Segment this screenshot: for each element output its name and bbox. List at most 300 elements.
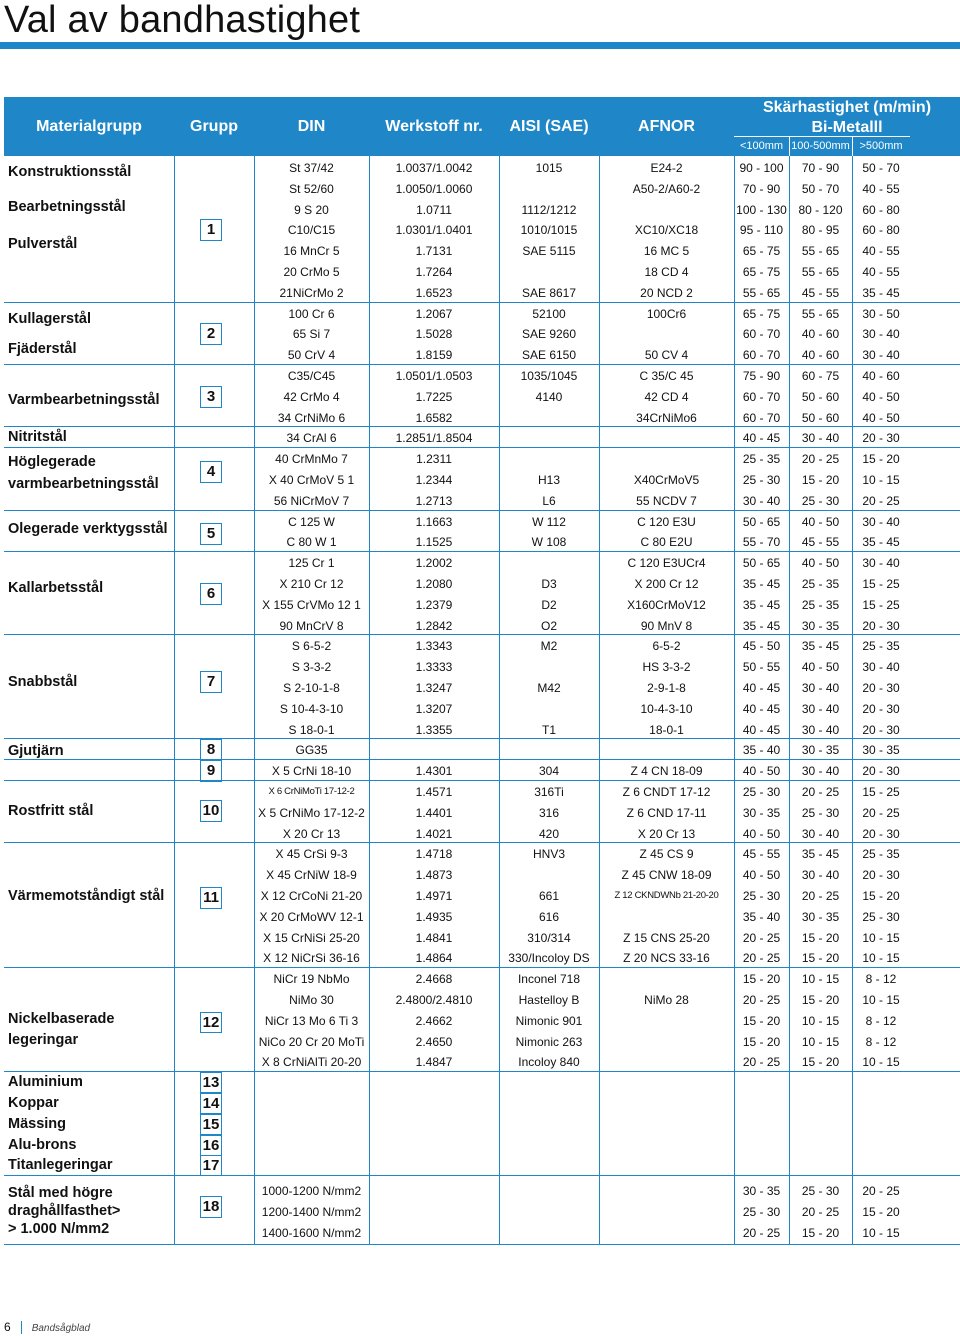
cell-speed-1: 40 - 45 <box>742 681 781 695</box>
cell-speed-1: 65 - 75 <box>742 306 781 321</box>
material-group-name: varmbearbetningsstål <box>8 476 159 493</box>
cell-speed-1: 15 - 20 <box>742 1034 781 1049</box>
cell-speed-2: 15 - 20 <box>801 1225 840 1240</box>
group-number: 1 <box>200 219 222 241</box>
cell-werkstoff: 1.2067 <box>415 306 453 321</box>
cell-din: 50 CrV 4 <box>287 348 336 363</box>
cell-afnor: X160CrMoV12 <box>627 597 706 612</box>
cell-speed-2: 15 - 20 <box>801 993 840 1007</box>
cell-werkstoff: 1.4401 <box>415 805 453 820</box>
header-skarhastighet-label: Skärhastighet (m/min) <box>762 99 932 116</box>
group-number: 11 <box>200 887 222 909</box>
cell-speed-2: 30 - 40 <box>801 722 840 737</box>
cell-aisi: H13 <box>537 473 560 487</box>
cell-speed-2: 55 - 65 <box>801 265 840 279</box>
cell-speed-1: 20 - 25 <box>742 1225 781 1240</box>
cell-afnor: A50-2/A60-2 <box>632 181 701 196</box>
cell-aisi: W 108 <box>531 535 567 550</box>
cell-afnor: E24-2 <box>650 161 683 175</box>
cell-speed-1: 30 - 35 <box>742 1184 781 1199</box>
cell-speed-2: 55 - 65 <box>801 306 840 321</box>
group-block <box>4 1071 960 1093</box>
group-number: 4 <box>200 461 222 483</box>
cell-aisi: D2 <box>541 597 557 612</box>
cell-speed-1: 90 - 100 <box>739 161 784 175</box>
header-din: DIN <box>297 117 326 135</box>
cell-werkstoff: 1.4864 <box>415 951 453 966</box>
cell-aisi: 316Ti <box>534 785 564 799</box>
cell-speed-1: 65 - 75 <box>742 265 781 279</box>
cell-din: X 12 NiCrSi 36-16 <box>263 951 360 966</box>
cell-werkstoff: 1.2842 <box>415 618 453 633</box>
cell-speed-2: 40 - 60 <box>801 348 840 363</box>
table-header <box>4 97 960 156</box>
cell-speed-3: 10 - 15 <box>862 993 900 1007</box>
cell-speed-2: 35 - 45 <box>801 847 840 862</box>
group-number: 3 <box>200 386 222 408</box>
cell-din: 1200-1400 N/mm2 <box>261 1205 362 1219</box>
cell-speed-2: 25 - 30 <box>801 493 840 508</box>
cell-speed-3: 30 - 40 <box>862 514 900 529</box>
header-werkstoff: Werkstoff nr. <box>385 117 483 135</box>
cell-aisi: 330/Incoloy DS <box>508 951 590 966</box>
cell-werkstoff: 1.5028 <box>415 327 453 342</box>
cell-speed-1: 25 - 30 <box>742 473 781 487</box>
cell-afnor <box>599 969 734 989</box>
cell-afnor: Z 15 CNS 25-20 <box>623 930 710 945</box>
header-grupp: Grupp <box>190 117 238 135</box>
group-number: 16 <box>200 1135 222 1156</box>
cell-aisi: 304 <box>538 764 560 779</box>
cell-speed-1: 55 - 70 <box>742 535 781 550</box>
cell-aisi: 420 <box>538 826 560 841</box>
cell-werkstoff: 1.7131 <box>415 244 453 259</box>
cell-werkstoff: 1.3355 <box>415 722 453 737</box>
group-number: 5 <box>200 523 222 545</box>
cell-aisi: SAE 5115 <box>522 244 576 259</box>
header-aisi: AISI (SAE) <box>509 117 589 135</box>
cell-speed-3: 10 - 15 <box>862 951 900 966</box>
group-number: 18 <box>200 1196 222 1218</box>
cell-speed-3: 60 - 80 <box>862 223 900 238</box>
cell-speed-1: 95 - 110 <box>739 223 784 238</box>
group-number: 10 <box>200 800 222 822</box>
cell-aisi: Nimonic 263 <box>515 1034 583 1049</box>
cell-din: X 40 CrMoV 5 1 <box>268 473 355 487</box>
cell-din: C35/C45 <box>287 369 336 383</box>
cell-afnor: 16 MC 5 <box>643 244 690 259</box>
cell-speed-1: 25 - 35 <box>742 452 781 467</box>
cell-werkstoff: 2.4668 <box>415 972 453 987</box>
material-group-name: > 1.000 N/mm2 <box>8 1220 110 1237</box>
cell-din: C 80 W 1 <box>286 535 337 550</box>
header-materialgrupp: Materialgrupp <box>36 117 142 135</box>
cell-speed-1: 20 - 25 <box>742 1055 781 1070</box>
cell-speed-2: 20 - 25 <box>801 452 840 467</box>
cell-speed-2: 40 - 60 <box>801 327 840 342</box>
material-group-name: Bearbetningsstål <box>8 198 126 215</box>
cell-din: S 3-3-2 <box>291 660 332 675</box>
row-divider <box>4 1244 960 1245</box>
cell-speed-3: 8 - 12 <box>865 1034 897 1049</box>
cell-speed-1: 35 - 45 <box>742 618 781 633</box>
cell-speed-2: 30 - 35 <box>801 743 840 758</box>
cell-speed-1: 60 - 70 <box>742 410 781 425</box>
group-number: 13 <box>200 1072 222 1093</box>
cell-din: 34 CrNiMo 6 <box>277 410 346 425</box>
cell-aisi: 316 <box>538 805 560 820</box>
cell-speed-1: 40 - 45 <box>742 722 781 737</box>
header-speed-1: <100mm <box>739 139 784 152</box>
column-divider <box>852 156 853 1244</box>
cell-afnor <box>599 907 734 927</box>
cell-speed-3: 15 - 20 <box>862 452 900 467</box>
cell-afnor: NiMo 28 <box>644 993 689 1007</box>
cell-afnor: 50 CV 4 <box>644 348 689 363</box>
cell-din: 20 CrMo 5 <box>283 265 340 279</box>
cell-speed-3: 40 - 55 <box>862 265 900 279</box>
cell-aisi: SAE 6150 <box>521 348 577 363</box>
cell-afnor: 55 NCDV 7 <box>636 493 697 508</box>
cell-speed-1: 25 - 30 <box>742 1205 781 1219</box>
cell-speed-3: 15 - 20 <box>862 1205 900 1219</box>
cell-din: NiCr 19 NbMo <box>273 972 350 987</box>
cell-afnor: C 35/C 45 <box>639 369 694 383</box>
cell-aisi: SAE 9260 <box>521 327 577 342</box>
cell-werkstoff <box>369 1202 499 1222</box>
cell-din: X 5 CrNiMo 17-12-2 <box>258 805 365 820</box>
cell-speed-2: 15 - 20 <box>801 930 840 945</box>
cell-speed-1: 35 - 45 <box>742 577 781 591</box>
cell-speed-3: 25 - 30 <box>862 909 900 924</box>
cell-speed-1: 40 - 45 <box>742 701 781 716</box>
cell-afnor <box>599 740 734 760</box>
cell-speed-3: 20 - 25 <box>862 805 900 820</box>
cell-speed-2: 30 - 40 <box>801 431 840 446</box>
cell-afnor <box>599 1202 734 1222</box>
cell-aisi: 1015 <box>535 161 563 175</box>
cell-speed-3: 15 - 25 <box>862 597 900 612</box>
cell-din: X 20 Cr 13 <box>282 826 341 841</box>
cell-speed-1: 20 - 25 <box>742 993 781 1007</box>
cell-speed-3: 8 - 12 <box>865 1013 897 1028</box>
cell-werkstoff: 1.4718 <box>415 847 453 862</box>
cell-speed-3: 20 - 30 <box>862 431 900 446</box>
cell-werkstoff: 1.4571 <box>415 785 453 799</box>
header-speed-3: >500mm <box>859 139 903 152</box>
cell-speed-1: 50 - 55 <box>742 660 781 675</box>
cell-aisi <box>499 1181 599 1201</box>
cell-aisi: Inconel 718 <box>517 972 581 987</box>
cell-speed-1: 50 - 65 <box>742 514 781 529</box>
cell-speed-3: 50 - 70 <box>862 161 900 175</box>
cell-speed-2: 25 - 35 <box>801 577 840 591</box>
cell-speed-2: 30 - 40 <box>801 764 840 779</box>
cell-aisi <box>499 1223 599 1243</box>
cell-speed-1: 60 - 70 <box>742 348 781 363</box>
cell-werkstoff: 1.4841 <box>415 930 453 945</box>
cell-speed-1: 30 - 40 <box>742 493 781 508</box>
cell-aisi: O2 <box>540 618 557 633</box>
cell-din: St 52/60 <box>289 181 334 196</box>
cell-afnor: X 200 Cr 12 <box>634 577 699 591</box>
cell-afnor: Z 45 CNW 18-09 <box>621 868 712 883</box>
cell-speed-2: 15 - 20 <box>801 473 840 487</box>
cell-speed-1: 70 - 90 <box>742 181 781 196</box>
cell-speed-1: 30 - 35 <box>742 805 781 820</box>
cell-afnor <box>599 1223 734 1243</box>
cell-din: C10/C15 <box>287 223 336 238</box>
cell-speed-2: 45 - 55 <box>801 285 840 300</box>
cell-aisi: 616 <box>538 909 560 924</box>
cell-werkstoff: 1.2379 <box>415 597 453 612</box>
cell-werkstoff: 1.0037/1.0042 <box>395 161 473 175</box>
group-block <box>4 1154 960 1175</box>
cell-werkstoff: 2.4662 <box>415 1013 453 1028</box>
cell-din: 1400-1600 N/mm2 <box>261 1225 362 1240</box>
material-group-name: Varmbearbetningsstål <box>8 391 160 408</box>
column-divider <box>789 156 790 1244</box>
cell-werkstoff <box>369 1223 499 1243</box>
cell-werkstoff: 1.7225 <box>415 389 453 404</box>
page-footer <box>4 1320 90 1334</box>
cell-speed-2: 25 - 30 <box>801 805 840 820</box>
cell-afnor: HS 3-3-2 <box>642 660 691 675</box>
cell-aisi: T1 <box>541 722 556 737</box>
header-bimetall-label: Bi-Metalll <box>811 119 883 136</box>
cell-speed-2: 15 - 20 <box>801 951 840 966</box>
cell-aisi: Hastelloy B <box>518 993 580 1007</box>
cell-speed-1: 45 - 55 <box>742 847 781 862</box>
cell-din: NiCo 20 Cr 20 MoTi <box>258 1034 365 1049</box>
cell-werkstoff: 1.2080 <box>415 577 453 591</box>
group-number: 7 <box>200 671 222 693</box>
cell-speed-1: 15 - 20 <box>742 972 781 987</box>
cell-speed-3: 20 - 30 <box>862 722 900 737</box>
cell-speed-1: 55 - 65 <box>742 285 781 300</box>
cell-speed-2: 50 - 60 <box>801 410 840 425</box>
cell-din: 42 CrMo 4 <box>283 389 340 404</box>
cell-werkstoff: 1.4971 <box>415 889 453 903</box>
cell-afnor: 42 CD 4 <box>644 389 689 404</box>
cell-aisi: 310/314 <box>527 930 571 945</box>
cell-speed-3: 10 - 15 <box>862 1055 900 1070</box>
header-skarhastighet <box>734 97 960 138</box>
cell-werkstoff <box>369 740 499 760</box>
cell-speed-3: 15 - 20 <box>862 889 900 903</box>
cell-speed-2: 40 - 50 <box>801 556 840 571</box>
page-title: Val av bandhastighet <box>4 0 361 41</box>
cell-speed-2: 80 - 120 <box>798 202 843 217</box>
group-number: 9 <box>200 760 222 782</box>
material-group-name: Konstruktionsstål <box>8 164 132 181</box>
material-group-name: Koppar <box>8 1095 59 1111</box>
cell-afnor: C 120 E3UCr4 <box>627 556 706 571</box>
cell-aisi: HNV3 <box>532 847 565 862</box>
cell-aisi <box>499 179 599 199</box>
cell-speed-1: 40 - 50 <box>742 764 781 779</box>
cell-speed-3: 40 - 60 <box>862 369 900 383</box>
cell-speed-1: 75 - 90 <box>742 369 781 383</box>
cell-aisi: 1035/1045 <box>520 369 578 383</box>
cell-speed-3: 30 - 40 <box>862 327 900 342</box>
material-group-name: legeringar <box>8 1031 79 1048</box>
cell-werkstoff: 1.1525 <box>415 535 453 550</box>
column-divider <box>499 156 500 1244</box>
cell-werkstoff: 1.7264 <box>415 265 453 279</box>
cell-speed-3: 30 - 40 <box>862 660 900 675</box>
cell-speed-1: 40 - 45 <box>742 431 781 446</box>
cell-speed-2: 30 - 40 <box>801 681 840 695</box>
cell-speed-2: 30 - 35 <box>801 618 840 633</box>
cell-afnor: Z 20 NCS 33-16 <box>623 951 710 966</box>
footer-divider <box>21 1321 22 1334</box>
cell-aisi <box>499 428 599 448</box>
cell-speed-3: 20 - 30 <box>862 868 900 883</box>
cell-din: X 210 Cr 12 <box>279 577 344 591</box>
cell-werkstoff: 1.3207 <box>415 701 453 716</box>
cell-speed-1: 35 - 40 <box>742 743 781 758</box>
cell-speed-3: 20 - 25 <box>862 1184 900 1199</box>
cell-din: S 2-10-1-8 <box>283 681 340 695</box>
cell-afnor: 6-5-2 <box>652 639 681 654</box>
cell-afnor: 10-4-3-10 <box>640 701 693 716</box>
cell-din: 125 Cr 1 <box>288 556 335 571</box>
cell-afnor <box>599 1052 734 1072</box>
cell-werkstoff: 1.4021 <box>415 826 453 841</box>
cell-afnor: Z 6 CNDT 17-12 <box>622 785 711 799</box>
cell-speed-2: 15 - 20 <box>801 1055 840 1070</box>
cell-speed-1: 40 - 50 <box>742 826 781 841</box>
cell-speed-3: 20 - 30 <box>862 826 900 841</box>
cell-speed-1: 15 - 20 <box>742 1013 781 1028</box>
column-divider <box>369 156 370 1244</box>
group-block <box>4 1113 960 1134</box>
cell-speed-3: 10 - 15 <box>862 930 900 945</box>
material-group-name: Titanlegeringar <box>8 1157 113 1174</box>
cell-speed-1: 60 - 70 <box>742 327 781 342</box>
group-number: 8 <box>200 739 222 761</box>
cell-din: X 12 CrCoNi 21-20 <box>260 889 363 903</box>
cell-werkstoff: 1.6582 <box>415 410 453 425</box>
material-group-name: Alu-brons <box>8 1136 77 1153</box>
cell-speed-2: 60 - 75 <box>801 369 840 383</box>
cell-din: 90 MnCrV 8 <box>279 618 344 633</box>
material-group-name: Olegerade verktygsstål <box>8 520 168 537</box>
cell-din: X 5 CrNi 18-10 <box>271 764 352 779</box>
cell-aisi <box>499 553 599 573</box>
cell-din: X 15 CrNiSi 25-20 <box>263 930 360 945</box>
cell-speed-1: 20 - 25 <box>742 951 781 966</box>
cell-speed-2: 20 - 25 <box>801 889 840 903</box>
group-block <box>4 1092 960 1113</box>
title-rule <box>0 42 960 49</box>
cell-speed-1: 20 - 25 <box>742 930 781 945</box>
cell-speed-3: 30 - 35 <box>862 743 900 758</box>
cell-werkstoff: 2.4800/2.4810 <box>395 993 473 1007</box>
cell-afnor: C 120 E3U <box>637 514 696 529</box>
cell-aisi <box>499 449 599 469</box>
cell-din: X 6 CrNiMoTi 17-12-2 <box>268 786 355 797</box>
cell-aisi <box>499 408 599 428</box>
cell-speed-3: 30 - 40 <box>862 556 900 571</box>
cell-speed-2: 55 - 65 <box>801 244 840 259</box>
cell-speed-1: 25 - 30 <box>742 785 781 799</box>
cell-speed-3: 30 - 50 <box>862 306 900 321</box>
cell-aisi: W 112 <box>532 514 566 529</box>
column-divider <box>174 156 175 1244</box>
cell-speed-2: 25 - 30 <box>801 1184 840 1199</box>
cell-din: St 37/42 <box>289 161 334 175</box>
cell-werkstoff: 1.0050/1.0060 <box>395 181 473 196</box>
group-number: 12 <box>200 1012 222 1033</box>
cell-speed-1: 35 - 45 <box>742 597 781 612</box>
cell-speed-2: 10 - 15 <box>801 1013 840 1028</box>
cell-afnor <box>599 1032 734 1052</box>
cell-afnor: 18-0-1 <box>649 722 684 737</box>
cell-speed-2: 35 - 45 <box>801 639 840 654</box>
cell-werkstoff: 1.2002 <box>415 556 453 571</box>
material-group-name: Nitritstål <box>8 429 67 446</box>
material-group-name: Nickelbaserade <box>8 1010 115 1027</box>
cell-speed-2: 20 - 25 <box>801 1205 840 1219</box>
cell-speed-3: 20 - 25 <box>862 493 900 508</box>
cell-speed-2: 80 - 95 <box>801 223 840 238</box>
cell-aisi: L6 <box>542 493 556 508</box>
cell-afnor: Z 45 CS 9 <box>639 847 694 862</box>
material-group-name: Pulverstål <box>8 235 78 252</box>
cell-speed-3: 40 - 50 <box>862 410 900 425</box>
cell-din: 16 MnCr 5 <box>283 244 340 259</box>
cell-aisi: Incoloy 840 <box>518 1055 580 1070</box>
cell-afnor <box>599 324 734 344</box>
material-group-name: Kallarbetsstål <box>8 580 104 597</box>
cell-aisi: M42 <box>537 681 561 695</box>
column-divider <box>254 156 255 1244</box>
cell-din: X 8 CrNiAlTi 20-20 <box>261 1055 362 1070</box>
cell-speed-3: 35 - 45 <box>862 535 900 550</box>
cell-afnor: X40CrMoV5 <box>633 473 700 487</box>
cell-werkstoff: 1.4847 <box>415 1055 453 1070</box>
cell-aisi: 4140 <box>535 389 563 404</box>
cell-din: 56 NiCrMoV 7 <box>273 493 350 508</box>
cell-aisi: D3 <box>541 577 557 591</box>
cell-werkstoff: 1.0301/1.0401 <box>395 223 473 238</box>
cell-din: X 20 CrMoWV 12-1 <box>259 909 364 924</box>
footer-name: Bandsågblad <box>31 1323 91 1334</box>
cell-speed-2: 70 - 90 <box>801 161 840 175</box>
group-number: 14 <box>200 1093 222 1114</box>
cell-aisi: 1112/1212 <box>521 202 577 217</box>
cell-werkstoff: 1.0711 <box>416 202 452 217</box>
cell-aisi: M2 <box>540 639 558 654</box>
cell-speed-1: 25 - 30 <box>742 889 781 903</box>
cell-din: 65 Si 7 <box>292 327 331 342</box>
cell-afnor: Z 4 CN 18-09 <box>630 764 703 779</box>
cell-aisi <box>499 657 599 677</box>
material-group-name: Kullagerstål <box>8 310 91 327</box>
group-number: 15 <box>200 1114 222 1135</box>
cell-speed-1: 65 - 75 <box>742 244 781 259</box>
cell-speed-3: 8 - 12 <box>865 972 897 987</box>
cell-afnor: 90 MnV 8 <box>640 618 693 633</box>
cell-speed-2: 45 - 55 <box>801 535 840 550</box>
cell-werkstoff: 1.3247 <box>415 681 453 695</box>
cell-speed-3: 10 - 15 <box>862 473 900 487</box>
material-group-name: Aluminium <box>8 1074 83 1091</box>
cell-speed-2: 30 - 40 <box>801 826 840 841</box>
cell-speed-1: 60 - 70 <box>742 389 781 404</box>
